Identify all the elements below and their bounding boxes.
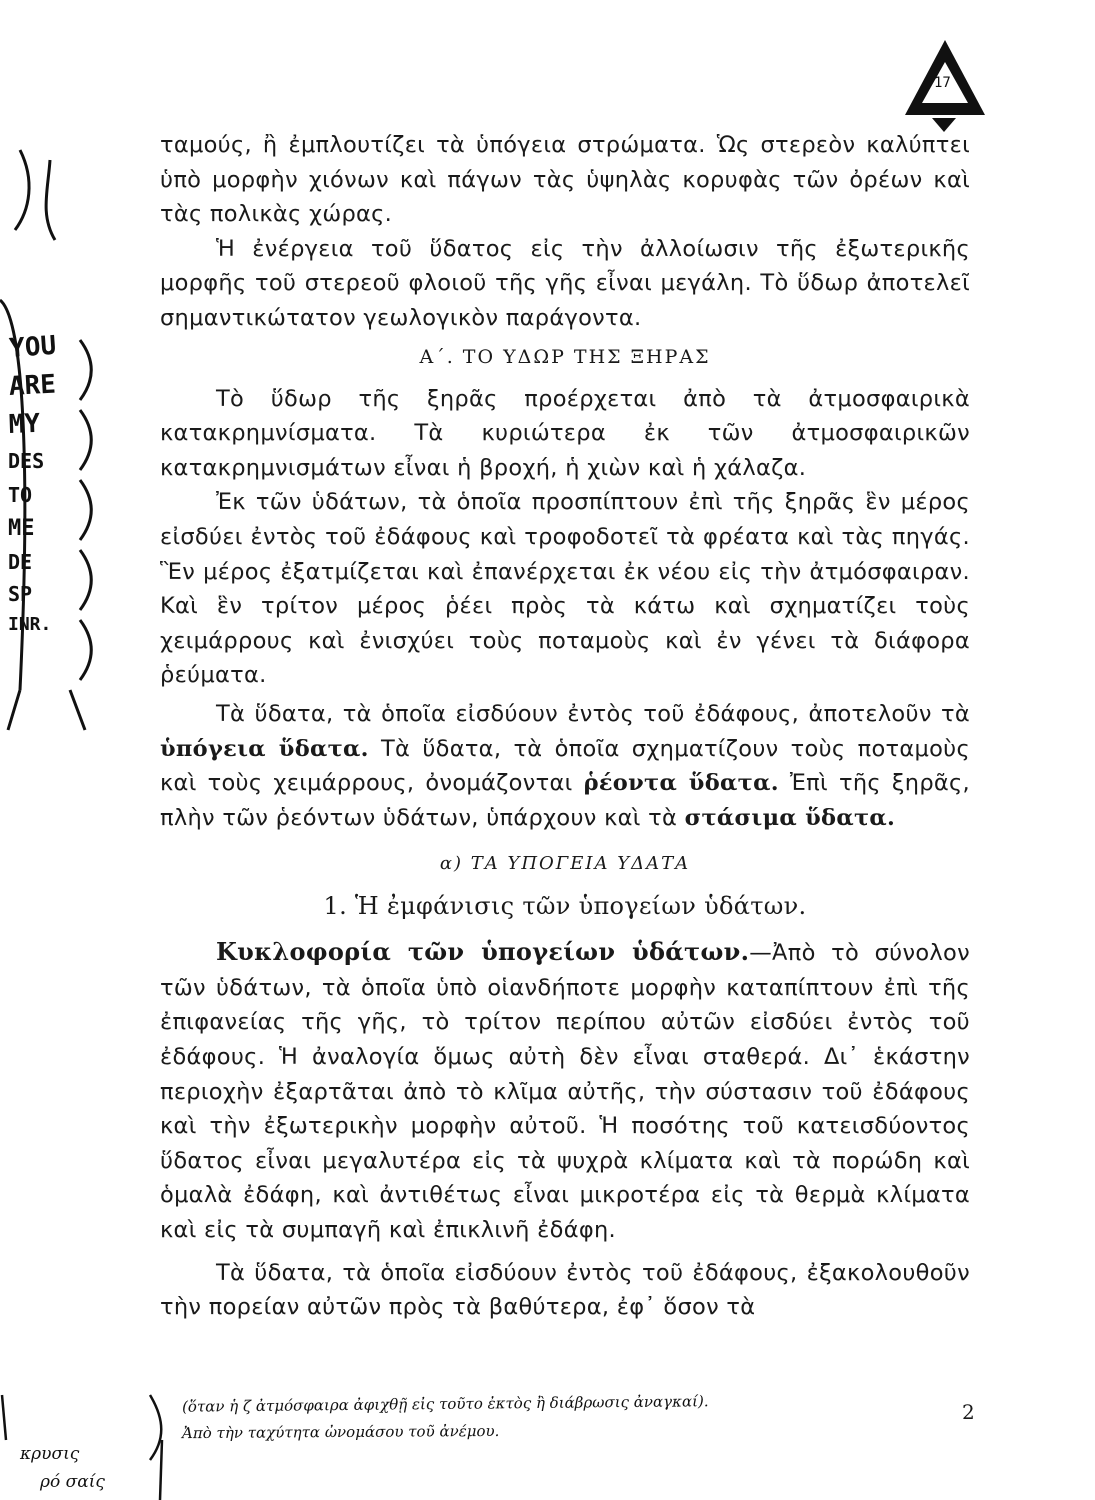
bold-term: ῥέοντα ὕδατα.: [583, 770, 779, 797]
hand-word: YOU: [8, 330, 58, 364]
section-heading: Α΄. ΤΟ ΥΔΩΡ ΤΗΣ ΞΗΡΑΣ: [419, 345, 711, 368]
hand-word: MY: [8, 408, 41, 440]
stamp-number: 17: [934, 75, 951, 91]
paragraph: Τὰ ὕδατα, τὰ ὁποῖα εἰσδύουν ἐντὸς τοῦ ἐδάφους, ἐξακολουθοῦν τὴν πορείαν αὐτῶν πρὸς τὰ βαθύτερα, ἐφ᾿ ὅσον τὰ: [160, 1259, 970, 1321]
hand-note-line: Ἀπὸ τὴν ταχύτητα ὠνομάσου τοῦ ἀνέμου.: [181, 1421, 500, 1443]
paragraph-waters: [160, 697, 970, 835]
text-run: Τὰ ὕδατα, τὰ ὁποῖα σχηματίζουν τοὺς ποταμοὺς καὶ τοὺς χειμάρρους, ὀνομάζονται: [160, 735, 970, 797]
handwritten-corner-note: [20, 1440, 105, 1496]
bold-term: στάσιμα ὕδατα.: [684, 804, 896, 831]
handwritten-footnote: [182, 1388, 1082, 1444]
hand-word: DES: [8, 449, 45, 473]
page-number: 2: [962, 1400, 975, 1424]
hand-word: DE: [8, 550, 33, 574]
hand-word: SP: [8, 582, 33, 606]
hand-word: TO: [8, 483, 33, 507]
paragraph: ταμούς, ἢ ἐμπλουτίζει τὰ ὑπόγεια στρώματα. Ὡς στερεὸν καλύπτει ὑπὸ μορφὴν χιόνων καὶ πάγων τὰς ὑψηλὰς κορυφὰς τῶν ὀρέων καὶ τὰς πολικὰς χώρας.: [160, 132, 970, 228]
runin-heading: Κυκλοφορία τῶν ὑπογείων ὑδάτων.: [216, 937, 750, 967]
hand-note-line: κρυσις: [20, 1444, 80, 1464]
text-run: Ἐπὶ τῆς ξηρᾶς, πλὴν τῶν ῥεόντων ὑδάτων, ὑπάρχουν καὶ τὰ: [160, 770, 971, 831]
bold-term: ὑπόγεια ὕδατα.: [160, 735, 369, 762]
paragraph: Ἡ ἐνέργεια τοῦ ὕδατος εἰς τὴν ἀλλοίωσιν τῆς ἐξωτερικῆς μορφῆς τοῦ στερεοῦ φλοιοῦ τῆς γῆς εἶναι μεγάλη. Τὸ ὕδωρ ἀποτελεῖ σημαντικώτατον γεωλογικὸν παράγοντα.: [160, 235, 970, 331]
text-run: —Ἀπὸ τὸ σύνολον τῶν ὑδάτων, τὰ ὁποῖα ὑπὸ οἱανδήποτε μορφὴν καταπίπτουν ἐπὶ τῆς ἐπιφανείας τῆς γῆς, τὸ τρίτον περίπου αὐτῶν εἰσδύει ἐντὸς τοῦ ἐδάφους. Ἡ ἀναλογία ὅμως αὐτὴ δὲν εἶναι σταθερά. Δι᾿ ἑκάστην περιοχὴν ἐξαρτᾶται ἀπὸ τὸ κλῖμα αὐτῆς, τὴν σύστασιν τοῦ ἐδάφους καὶ τὴν ἐξωτερικὴν μορφὴν αὐτοῦ. Ἡ ποσότης τοῦ κατεισδύοντος ὕδατος εἶναι μεγαλυτέρα εἰς τὰ ψυχρὰ κλίματα καὶ τὰ πορώδη καὶ ὁμαλὰ ἐδάφη, καὶ ἀντιθέτως εἶναι μικροτέρα εἰς τὰ θερμὰ κλίματα καὶ εἰς τὰ συμπαγῆ καὶ ἐπικλινῆ ἐδάφη.: [160, 940, 970, 1244]
hand-word: ME: [8, 516, 35, 541]
numbered-heading: 1. Ἡ ἐμφάνισις τῶν ὑπογείων ὑδάτων.: [323, 892, 807, 921]
handwritten-margin-note: [8, 330, 88, 640]
paragraph-circulation: [160, 935, 970, 1247]
hand-note-line: ρό σαίς: [40, 1472, 105, 1492]
main-text-column: [160, 128, 970, 1325]
text-run: Τὰ ὕδατα, τὰ ὁποῖα εἰσδύουν ἐντὸς τοῦ ἐδάφους, ἀποτελοῦν τὰ: [216, 700, 970, 727]
hand-word: INR.: [8, 614, 52, 635]
hand-word: ARE: [8, 369, 57, 402]
subsection-heading: α) ΤΑ ΥΠΟΓΕΙΑ ΥΔΑΤΑ: [439, 853, 691, 875]
paragraph: Τὸ ὕδωρ τῆς ξηρᾶς προέρχεται ἀπὸ τὰ ἀτμοσφαιρικὰ κατακρημνίσματα. Τὰ κυριώτερα ἐκ τῶν ἀτμοσφαιρικῶν κατακρημνισμάτων εἶναι ἡ βροχή, ἡ χιὼν καὶ ἡ χάλαζα.: [160, 385, 970, 481]
hand-note-line: (ὅταν ἡ ζ ἀτμόσφαιρα ἀφιχθῇ εἰς τοῦτο ἐκτὸς ἢ διάβρωσις ἀναγκαί).: [181, 1392, 709, 1416]
paragraph: Ἐκ τῶν ὑδάτων, τὰ ὁποῖα προσπίπτουν ἐπὶ τῆς ξηρᾶς ἓν μέρος εἰσδύει ἐντὸς τοῦ ἐδάφους καὶ τροφοδοτεῖ τὰ φρέατα καὶ τὰς πηγάς. Ἓν μέρος ἐξατμίζεται καὶ ἐπανέρχεται ἐκ νέου εἰς τὴν ἀτμόσφαιραν. Καὶ ἓν τρίτον μέρος ῥέει πρὸς τὰ κάτω καὶ σχηματίζει τοὺς χειμάρρους καὶ ἐνισχύει τοὺς ποταμοὺς καὶ ἐν γένει τὰ διάφορα ῥεύματα.: [160, 489, 970, 689]
